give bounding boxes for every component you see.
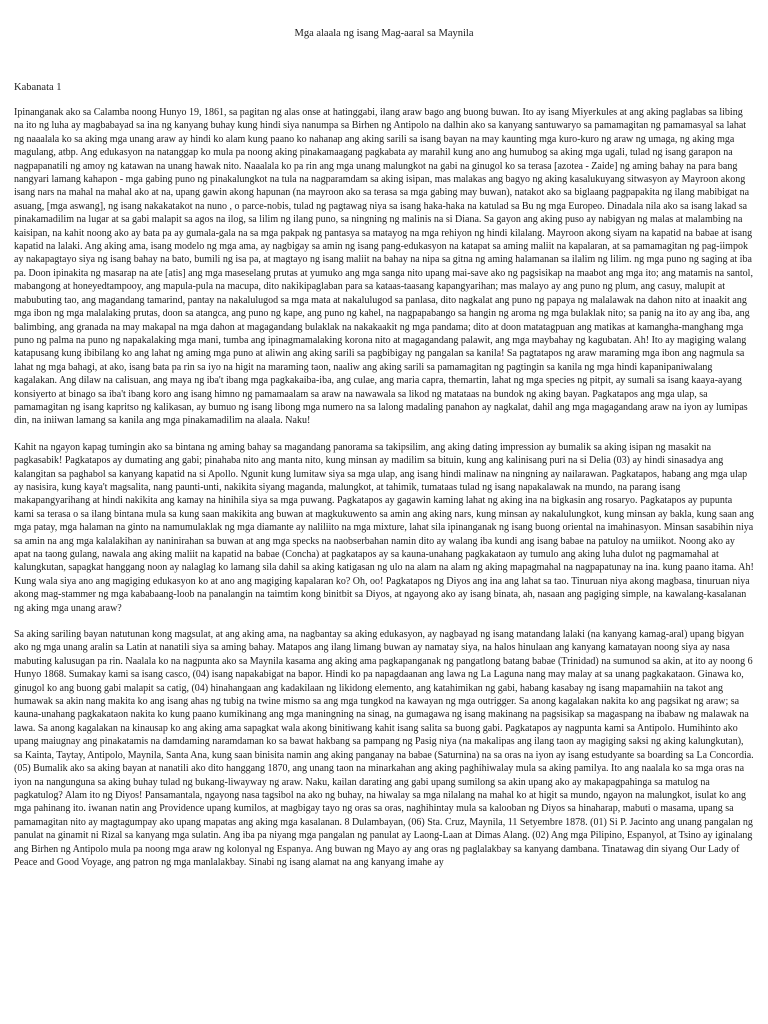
paragraph-1: Ipinanganak ako sa Calamba noong Hunyo 19, 1861, sa pagitan ng alas onse at hatinggabi, ilang araw bago ang buong buwan. Ito ay isang Miyerkules at ang aking paglabas sa libing na ito ng luha ay magbabayad sa ina ng kanyang buhay kung hindi siya nanumpa sa Birhen ng Antipolo na dalhin ako sa kanyang santuwaryo sa pamamagitan ng pamamasyal sa lahat ng naaalala ko sa aking mga unang araw ay hindi ko alam kung paano ko nahanap ang aking sarili sa isang bayan na may kaunting mga kuro-kuro ng araw ng umaga, ng aking mga magulang, atbp. Ang edukasyon na natanggap ko mula pa noong aking pinakamaagang pagkabata ay marahil kung ano ang humubog sa aking mga ugali, tulad ng isang garapon na nagpapanatili ng amoy ng katawan na unang hawak nito. Naaalala ko pa rin ang mga unang malungkot na gabi na ginugol ko sa terasa [azotea - Zaide] ng aming bahay na para bang nangyari lamang kahapon - mga gabing puno ng pinakalungkot na tula na nagparamdam sa aking isipan, mas malakas ang bagyo ng aking kasalukuyang sitwasyon ay Mayroon akong isang nars na mahal na mahal ako at na, upang gawin akong hapunan (na mayroon ako sa terasa sa mga gabing may buwan), natakot ako sa biglaang pagpapakita ng ilang mabibigat na asuang, [mga aswang], ng isang nakakatakot na nuno , o parce-nobis, tulad ng pagtawag niya sa isang haka-haka na katulad sa Bu ng mga Europeo. Dinadala nila ako sa isang lakad sa pinakamadilim na lugar at sa gabi malapit sa agos na ilog, sa lilim ng ilang puno, sa ningning ng malinis na si Diana. Sa gayon ang aking puso ay nabigyan ng malas at malambing na kaisipan, na kahit noong ako ay bata pa ay gumala-gala na sa mga pakpak ng pantasya sa matayog na mga rehiyon ng hindi kilalang. Mayroon akong siyam na kapatid na babae at isang kapatid na lalaki. Ang aking ama, isang modelo ng mga ama, ay nagbigay sa amin ng isang pang-edukasyon na katapat sa aming maliit na kapalaran, at sa pamamagitan ng pag-iimpok ay nakapagtayo siya ng isang bahay na bato, bumili ng isa pa, at magtayo ng isang maliit na bahay na nipa sa gitna ng aming halamanan sa ilalim ng lilim. ng mga puno ng saging at iba pa. Doon ipinakita ng masarap na ate [atis] ang mga maseselang prutas at yumuko ang mga sanga nito upang mai-save ako ng pagsisikap na maabot ang mga ito; ang matamis na santol, mabangong at honeyedtampooy, ang mapula-pula na macupa, dito nakikipaglaban para sa kataas-taasang kapangyarihan; mas malayo ay ang puno ng plum, ang casuy, malupit at mabubuting tao, ang magandang tamarind, pantay na nakalulugod sa mga mata at nakalulugod sa panlasa, dito nagkalat ang puno ng papaya ng malalawak na dahon nito at inaakit ang mga ibon ng mga malalaking prutas, doon sa atangca, ang puno ng kape, ang puno ng kahel, na nagpapabango sa hangin ng aroma ng mga bulaklak nito; sa panig na ito ay ang iba, ang balimbing, ang granada na may makapal na mga dahon at magagandang bulaklak na nakakaakit ng mga pandama; dito at doon matatagpuan ang matikas at kamangha-manghang mga puno ng palma na puno ng napakalaking mga mani, tumba ang ipinagmamalaking korona nito at magagandang palawit, ang mga maybahay ng kagubatan. Ah! Ito ay magiging walang katapusang kung ibibilang ko ang lahat ng aming mga puno at aliwin ang aking sarili sa pagbibigay ng pangalan sa kanila! Sa pagtatapos ng araw maraming mga ibon ang nagmula sa lahat ng mga bahagi, at ako, isang bata pa rin sa iyo na higit na maraming taon, naaliw ang aking sarili sa pamamagitan ng pagtingin sa kanila ng mga hindi kapanipaniwalang kagalakan. Ang dilaw na calisuan, ang maya ng iba't ibang mga pagkakaiba-iba, ang culae, ang maria capra, themartin, lahat ng mga species ng pitpit, ay sumali sa isang kaaya-ayang konsiyerto at binago sa iba't ibang koro ang isang himno ng pamamaalam sa araw na nawawala sa likod ng matataas na bundok ng aking bayan. Pagkatapos ang mga ulap, sa pamamagitan ng isang kapritso ng kalikasan, ay bumuo ng isang libong mga numero na sa lalong madaling panahon ay nagkalat, dahil ang mga magagandang araw na iyon ay lumipas din, na iniiwan lamang sa kanila ang mga pinakamadilim na alaala. Naku! bbox=[14, 107, 753, 427]
document-title: Mga alaala ng isang Mag-aaral sa Maynila bbox=[294, 28, 474, 39]
chapter-heading: Kabanata 1 bbox=[14, 82, 62, 93]
paragraph-3: Sa aking sariling bayan natutunan kong magsulat, at ang aking ama, na nagbantay sa aking edukasyon, ay nagbayad ng isang matandang lalaki (na kanyang kamag-aral) upang bigyan ako ng mga unang aralin sa Latin at nanatili siya sa aming bahay. Matapos ang ilang limang buwan ay namatay siya, na halos hinulaan ang kanyang kamatayan noong siya ay nasa mabuting kalusugan pa rin. Naalala ko na nagpunta ako sa Maynila kasama ang aking ama pagkapanganak ng pangatlong batang babae (Trinidad) na sumunod sa akin, at ito ay noong 6 Hunyo 1868. Sumakay kami sa isang casco, (04) isang napakabigat na bapor. Hindi ko pa napagdaanan ang lawa ng La Laguna nang may malay at sa unang pagkakataon. Ginawa ko, ginugol ko ang buong gabi malapit sa catig, (04) hinahangaan ang kadakilaan ng likidong elemento, ang katahimikan ng gabi, habang kasabay ng isang mapamahiin na takot ang humawak sa akin nang makita ko ang isang ahas ng tubig na twine mismo sa ang mga tungkod na kawayan ng mga outrigger. Sa anong kagalakan nakita ko ang pagsikat ng araw; sa kauna-unahang pagkakataon nakita ko kung paano kumikinang ang mga maningning na sinag, na gumagawa ng isang makinang na pagsisikap sa magaspang na ibabaw ng malawak na lawa. Sa anong kagalakan na kinausap ko ang aking ama sapagkat wala akong binitiwang kahit isang salita sa buong gabi. Pagkatapos ay nagpunta kami sa Antipolo. Humihinto ako upang maiugnay ang pinakatamis na damdaming naramdaman ko sa bawat hakbang sa pampang ng Pasig niya (na makalipas ang ilang taon ay magiging saksi ng aking kalungkutan), sa Kainta, Taytay, Antipolo, Maynila, Santa Ana, kung saan binisita namin ang aking panganay na babae (Saturnina) na sa oras na iyon ay isang estudyante sa boarding sa La Concordia. (05) Bumalik ako sa aking bayan at nanatili ako dito hanggang 1870, ang unang taon na minarkahan ang aking paghihiwalay mula sa aking pamilya. Ito ang naalala ko sa mga oras na iyon na nangunguna sa aking buhay tulad ng bukang-liwayway ng araw. Naku, kailan darating ang gabi upang sumilong sa akin upang ako ay makapagpahinga sa matulog na pagkatulog? Alam ito ng Diyos! Pansamantala, ngayong nasa tagsibol na ako ng buhay, na hiwalay sa mga nilalang na mahal ko at higit sa mundo, ngayon na malungkot, isulat ko ang mga pahinang ito. iwanan natin ang Providence upang kumilos, at magbigay tayo ng oras sa oras, naghihintay mula sa kalooban ng Diyos sa hinaharap, mabuti o masama, upang sa pamamagitan nito ay magtagumpay ako upang mapatas ang aking mga kasalanan. 8 Dulambayan, (06) Sta. Cruz, Maynila, 11 Setyembre 1878. (01) Si P. Jacinto ang unang pangalan ng panulat na ginamit ni Rizal sa kanyang mga sulatin. Ang iba pa niyang mga pangalan ng panulat ay Laong-Laan at Dimas Alang. (02) Ang mga Pilipino, Espanyol, at Tsino ay iginalang ang Birhen ng Antipolo mula pa noong mga araw ng kolonyal ng Espanya. Ang buwan ng Mayo ay ang oras ng paglalakbay sa kanyang dambana. Tinatawag din siyang Our Lady of Peace and Good Voyage, ang patron ng mga manlalakbay. Sinabi ng isang alamat na ang kanyang imahe ay bbox=[14, 629, 754, 868]
paragraph-2: Kahit na ngayon kapag tumingin ako sa bintana ng aming bahay sa magandang panorama sa takipsilim, ang aking dating impression ay bumalik sa aking isipan ng masakit na pagkasabik! Pagkatapos ay dumating ang gabi; pinahaba nito ang manta nito, kung minsan ay madilim sa bituin, kung ang kalinisang puri na si Delia (03) ay hindi sinasadya ang kalangitan sa paghabol sa kanyang kapatid na si Apollo. Ngunit kung lumitaw siya sa mga ulap, ang isang hindi malinaw na ningning ay nailarawan. Pagkatapos, habang ang mga ulap ay nasisira, kung kaya't magsalita, nang paunti-unti, nakikita siyang maganda, malungkot, at tahimik, tumataas tulad ng isang napakalawak na mundo, na parang isang makapangyarihang at hindi nakikita ang kamay na hinihila siya sa mga puwang. Pagkatapos ay gagawin kaming lahat ng aking ina na bigkasin ang rosaryo. Pagkatapos ay pupunta kami sa terasa o sa ilang bintana mula sa kung saan makikita ang buwan at magkukuwento sa amin ang aking nars, kung minsan ay nakalulungkot, kung minsan ay bakla, kung saan ang mga patay, mga halaman na ginto na namumulaklak ng mga diamante ay naliliito na mga mixture, lahat sila ipinanganak ng isang buong oriental na imahinasyon. Minsan sasabihin niya sa amin na ang mga kalalakihan ay naninirahan sa buwan at ang mga specks na naobserbahan namin dito ay walang iba kundi ang isang babae na patuloy na umiikot. Noong ako ay apat na taong gulang, nawala ang aking maliit na kapatid na babae (Concha) at pagkatapos ay sa kauna-unahang pagkakataon ay tumulo ang aking luha dulot ng pagmamahal at kalungkutan, sapagkat hanggang noon ay nalaglag ko lamang sila dahil sa aking katigasan ng ulo na alam na alam ng aking mapagmahal na nagpapatunay na ina. kung paano itama. Ah! Kung wala siya ano ang magiging edukasyon ko at ano ang magiging kapalaran ko? Oh, oo! Pagkatapos ng Diyos ang ina ang lahat sa tao. Tinuruan niya akong magbasa, tinuruan niya akong mag-stammer ng mga kababaang-loob na panalangin na taimtim kong binitbit sa Diyos, at ngayong ako ay isang binata, ah, nasaan ang pagiging simple, na kawalang-kasalanan ng aking mga unang araw? bbox=[14, 441, 754, 614]
